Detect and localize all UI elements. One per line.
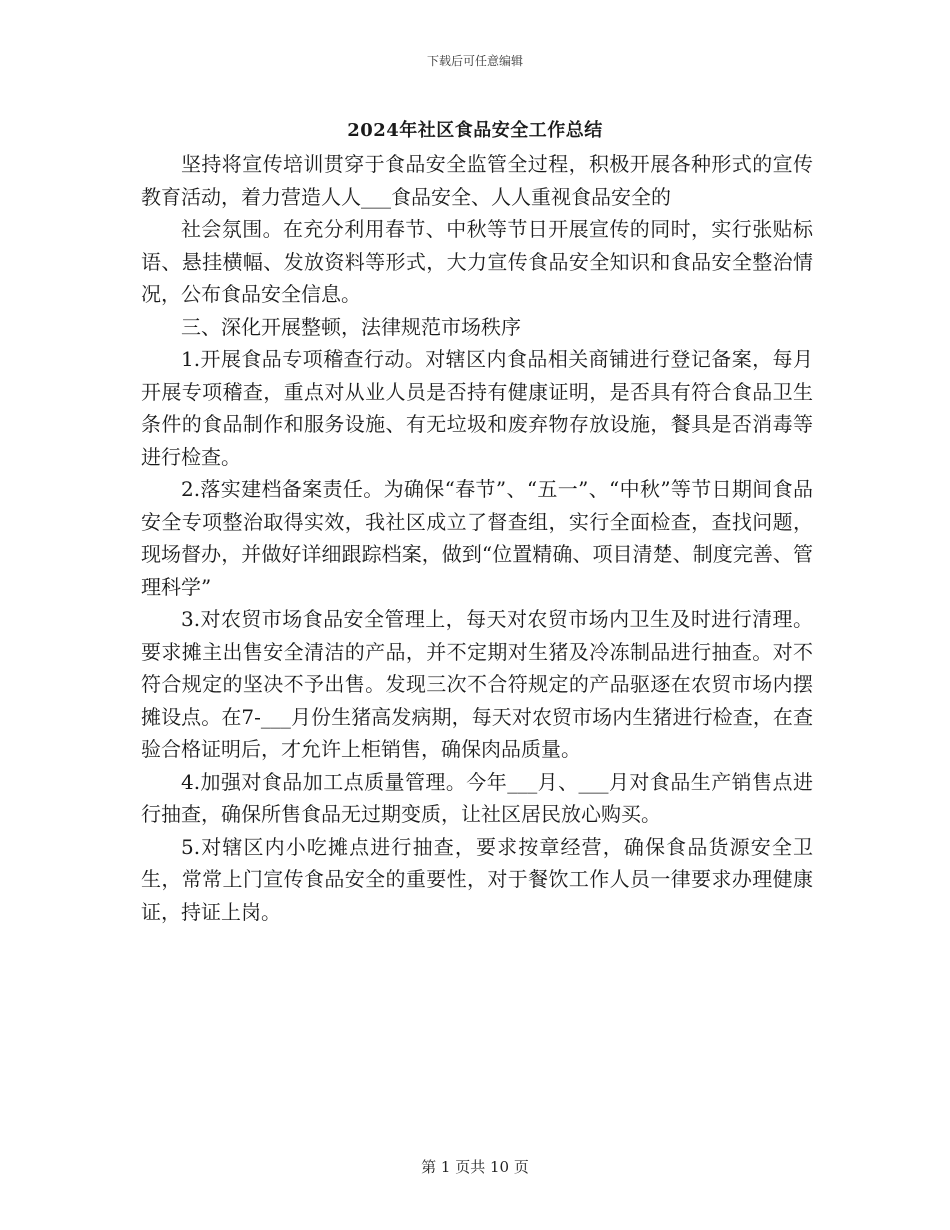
page-number: 第 1 页共 10 页 [421,1158,529,1176]
paragraph-item-2: 2.落实建档备案责任。为确保“春节”、“五一”、“中秋”等节日期间食品安全专项整治取得实效，我社区成立了督查组，实行全面检查，查找问题，现场督办，并做好详细跟踪档案，做到“位置精确、项目清楚、制度完善、管理科学” [141,477,813,599]
paragraph-item-5: 5.对辖区内小吃摊点进行抽查，要求按章经营，确保食品货源安全卫生，常常上门宣传食品安全的重要性，对于餐饮工作人员一律要求办理健康证，持证上岗。 [141,834,813,924]
paragraph-publicity-intro: 坚持将宣传培训贯穿于食品安全监管全过程，积极开展各种形式的宣传教育活动，着力营造人人___食品安全、人人重视食品安全的 [141,152,813,209]
page-header-note: 下载后可任意编辑 [426,54,523,68]
paragraph-item-3: 3.对农贸市场食品安全管理上，每天对农贸市场内卫生及时进行清理。要求摊主出售安全清洁的产品，并不定期对生猪及冷冻制品进行抽查。对不符合规定的坚决不予出售。发现三次不合符规定的产品驱逐在农贸市场内摆摊设点。在7-___月份生猪高发病期，每天对农贸市场内生猪进行检查，在查验合格证明后，才允许上柜销售，确保肉品质量。 [141,607,813,761]
document-body [141,148,813,928]
paragraph-publicity-atmosphere: 社会氛围。在充分利用春节、中秋等节日开展宣传的同时，实行张贴标语、悬挂横幅、发放资料等形式，大力宣传食品安全知识和食品安全整治情况，公布食品安全信息。 [141,217,813,306]
paragraph-item-1: 1.开展食品专项稽查行动。对辖区内食品相关商铺进行登记备案，每月开展专项稽查，重点对从业人员是否持有健康证明，是否具有符合食品卫生条件的食品制作和服务设施、有无垃圾和废弃物存放设施，餐具是否消毒等进行检查。 [141,347,813,469]
document-title: 2024年社区食品安全工作总结 [347,120,603,141]
section-heading-three: 三、深化开展整顿，法律规范市场秩序 [181,314,521,339]
paragraph-item-4: 4.加强对食品加工点质量管理。今年___月、___月对食品生产销售点进行抽查，确保所售食品无过期变质，让社区居民放心购买。 [141,769,813,826]
